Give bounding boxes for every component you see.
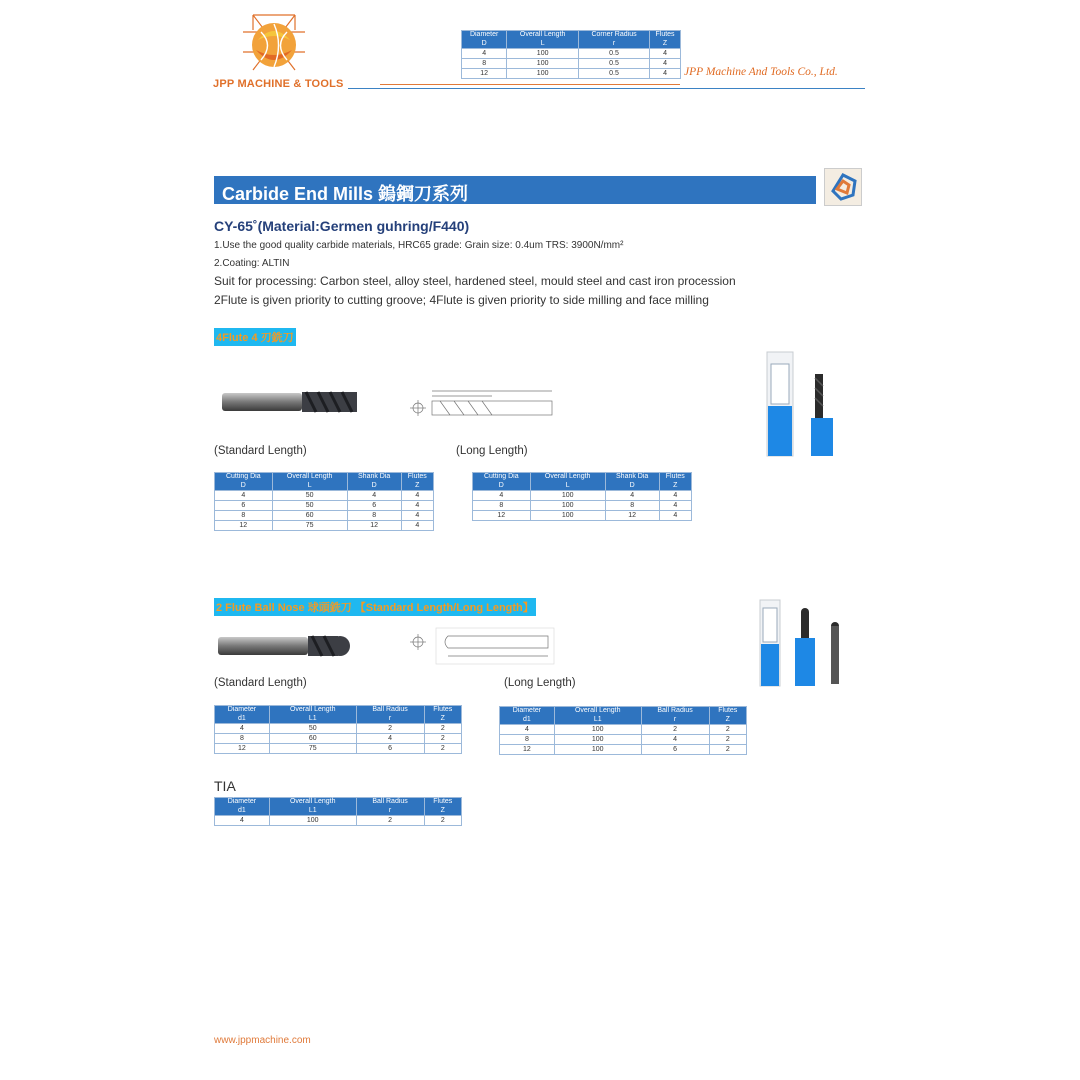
table-cell: 8 [462,59,507,69]
column-header: Diameter d1 [215,706,270,724]
page-title: Carbide End Mills 鎢鋼刀系列 [222,184,469,204]
ball-nose-photo [216,632,356,665]
caption-long-length: (Long Length) [456,445,528,457]
long-length-table [472,472,692,521]
table-cell: 12 [462,69,507,79]
table-header-row [215,706,462,724]
column-header: Cutting Dia D [473,473,531,491]
table-cell: 100 [507,49,579,59]
column-header: Diameter d1 [500,707,555,725]
ball-nose-drawing [408,626,558,671]
table-cell: 4 [473,491,531,501]
column-header: Overall Length L1 [269,706,356,724]
table-cell: 8 [605,501,659,511]
header-spec-table [461,30,681,79]
column-header: Ball Radius r [356,706,424,724]
table-row [215,734,462,744]
column-header: Overall Length L [272,473,347,491]
table-cell: 100 [554,745,641,755]
table-cell: 2 [424,816,461,826]
table-row [215,724,462,734]
table-row [473,511,692,521]
table-cell: 2 [424,724,461,734]
table-row [215,744,462,754]
table-cell: 4 [401,491,433,501]
table-cell: 4 [215,724,270,734]
table-cell: 4 [347,491,401,501]
table-cell: 4 [659,501,691,511]
table-cell: 2 [641,725,709,735]
column-header: Flutes Z [424,706,461,724]
table-row [215,501,434,511]
column-header: Flutes Z [650,31,681,49]
table-header-row [215,798,462,816]
table-cell: 2 [424,744,461,754]
column-header: Shank Dia D [347,473,401,491]
ball-nose-standard-table [214,705,462,754]
table-cell: 4 [659,491,691,501]
table-cell: 8 [473,501,531,511]
table-row [215,511,434,521]
table-cell: 12 [215,521,273,531]
table-cell: 100 [530,511,605,521]
column-header: Flutes Z [401,473,433,491]
end-mill-drawing [410,384,560,429]
table-cell: 4 [356,734,424,744]
table-cell: 50 [272,491,347,501]
table-cell: 6 [356,744,424,754]
column-header: Overall Length L [530,473,605,491]
column-header: Ball Radius r [641,707,709,725]
table-row [500,725,747,735]
brand-badge-icon [824,168,862,206]
table-cell: 4 [650,59,681,69]
table-cell: 2 [709,745,746,755]
table-cell: 4 [401,521,433,531]
table-cell: 4 [500,725,555,735]
column-header: Flutes Z [659,473,691,491]
table-cell: 2 [356,816,424,826]
column-header: Shank Dia D [605,473,659,491]
column-header: Diameter D [462,31,507,49]
column-header: Flutes Z [424,798,461,816]
table-cell: 4 [659,511,691,521]
table-cell: 4 [401,501,433,511]
section-tag-4flute: 4Flute 4 刃銑刀 [214,328,296,346]
column-header: Overall Length L1 [269,798,356,816]
company-name: JPP Machine And Tools Co., Ltd. [684,66,838,78]
table-cell: 12 [605,511,659,521]
table-cell: 100 [530,501,605,511]
table-cell: 8 [215,734,270,744]
spec-line-3: Suit for processing: Carbon steel, alloy steel, hardened steel, mould steel and cast iron procession [214,274,736,288]
table-cell: 4 [215,491,273,501]
table-cell: 0.5 [578,59,649,69]
table-cell: 12 [215,744,270,754]
column-header: Cutting Dia D [215,473,273,491]
table-cell: 8 [215,511,273,521]
table-cell: 6 [347,501,401,511]
table-cell: 60 [272,511,347,521]
table-cell: 4 [215,816,270,826]
table-cell: 6 [641,745,709,755]
table-cell: 2 [709,725,746,735]
table-cell: 8 [500,735,555,745]
column-header: Overall Length L [507,31,579,49]
table-row [500,745,747,755]
column-header: Flutes Z [709,707,746,725]
table-row [462,59,681,69]
table-cell: 100 [530,491,605,501]
end-mill-photo [220,388,360,421]
table-cell: 4 [650,69,681,79]
tia-table [214,797,462,826]
table-cell: 6 [215,501,273,511]
table-cell: 2 [356,724,424,734]
table-row [500,735,747,745]
logo-text: JPP MACHINE & TOOLS [213,78,344,90]
table-cell: 4 [462,49,507,59]
header-divider-orange [380,84,680,85]
end-mill-package-photo [765,350,845,465]
table-cell: 12 [473,511,531,521]
table-row [462,69,681,79]
table-row [462,49,681,59]
table-row [473,491,692,501]
table-cell: 100 [507,59,579,69]
table-cell: 12 [347,521,401,531]
table-cell: 50 [269,724,356,734]
caption-standard-length-2: (Standard Length) [214,677,307,689]
model-heading: CY-65˚(Material:Germen guhring/F440) [214,218,470,234]
table-cell: 60 [269,734,356,744]
table-header-row [215,473,434,491]
ball-nose-long-table [499,706,747,755]
table-cell: 100 [507,69,579,79]
section-tag-ball-nose: 2 Flute Ball Nose 球頭銑刀 【Standard Length/Long Length】 [214,598,536,616]
caption-standard-length: (Standard Length) [214,445,307,457]
column-header: Ball Radius r [356,798,424,816]
ball-nose-package-photo [758,598,848,693]
column-header: Corner Radius r [578,31,649,49]
table-cell: 0.5 [578,49,649,59]
table-cell: 8 [347,511,401,521]
table-header-row [462,31,681,49]
column-header: Overall Length L1 [554,707,641,725]
column-header: Diameter d1 [215,798,270,816]
spec-line-4: 2Flute is given priority to cutting groove; 4Flute is given priority to side milling and face milling [214,293,709,307]
table-cell: 4 [605,491,659,501]
table-cell: 75 [272,521,347,531]
header-divider-blue [348,88,865,89]
spec-line-2: 2.Coating: ALTIN [214,258,290,269]
table-header-row [500,707,747,725]
footer-url: www.jppmachine.com [214,1035,311,1046]
table-cell: 12 [500,745,555,755]
table-row [473,501,692,511]
spec-line-1: 1.Use the good quality carbide materials, HRC65 grade: Grain size: 0.4um TRS: 3900N/mm² [214,240,624,251]
table-row [215,491,434,501]
tia-label: TIA [214,778,236,794]
table-cell: 100 [554,735,641,745]
table-cell: 4 [641,735,709,745]
table-header-row [473,473,692,491]
table-cell: 0.5 [578,69,649,79]
table-cell: 100 [554,725,641,735]
table-cell: 100 [269,816,356,826]
table-cell: 4 [650,49,681,59]
table-cell: 2 [424,734,461,744]
table-cell: 4 [401,511,433,521]
table-cell: 75 [269,744,356,754]
table-row [215,816,462,826]
table-cell: 2 [709,735,746,745]
table-row [215,521,434,531]
table-cell: 50 [272,501,347,511]
standard-length-table [214,472,434,531]
caption-long-length-2: (Long Length) [504,677,576,689]
